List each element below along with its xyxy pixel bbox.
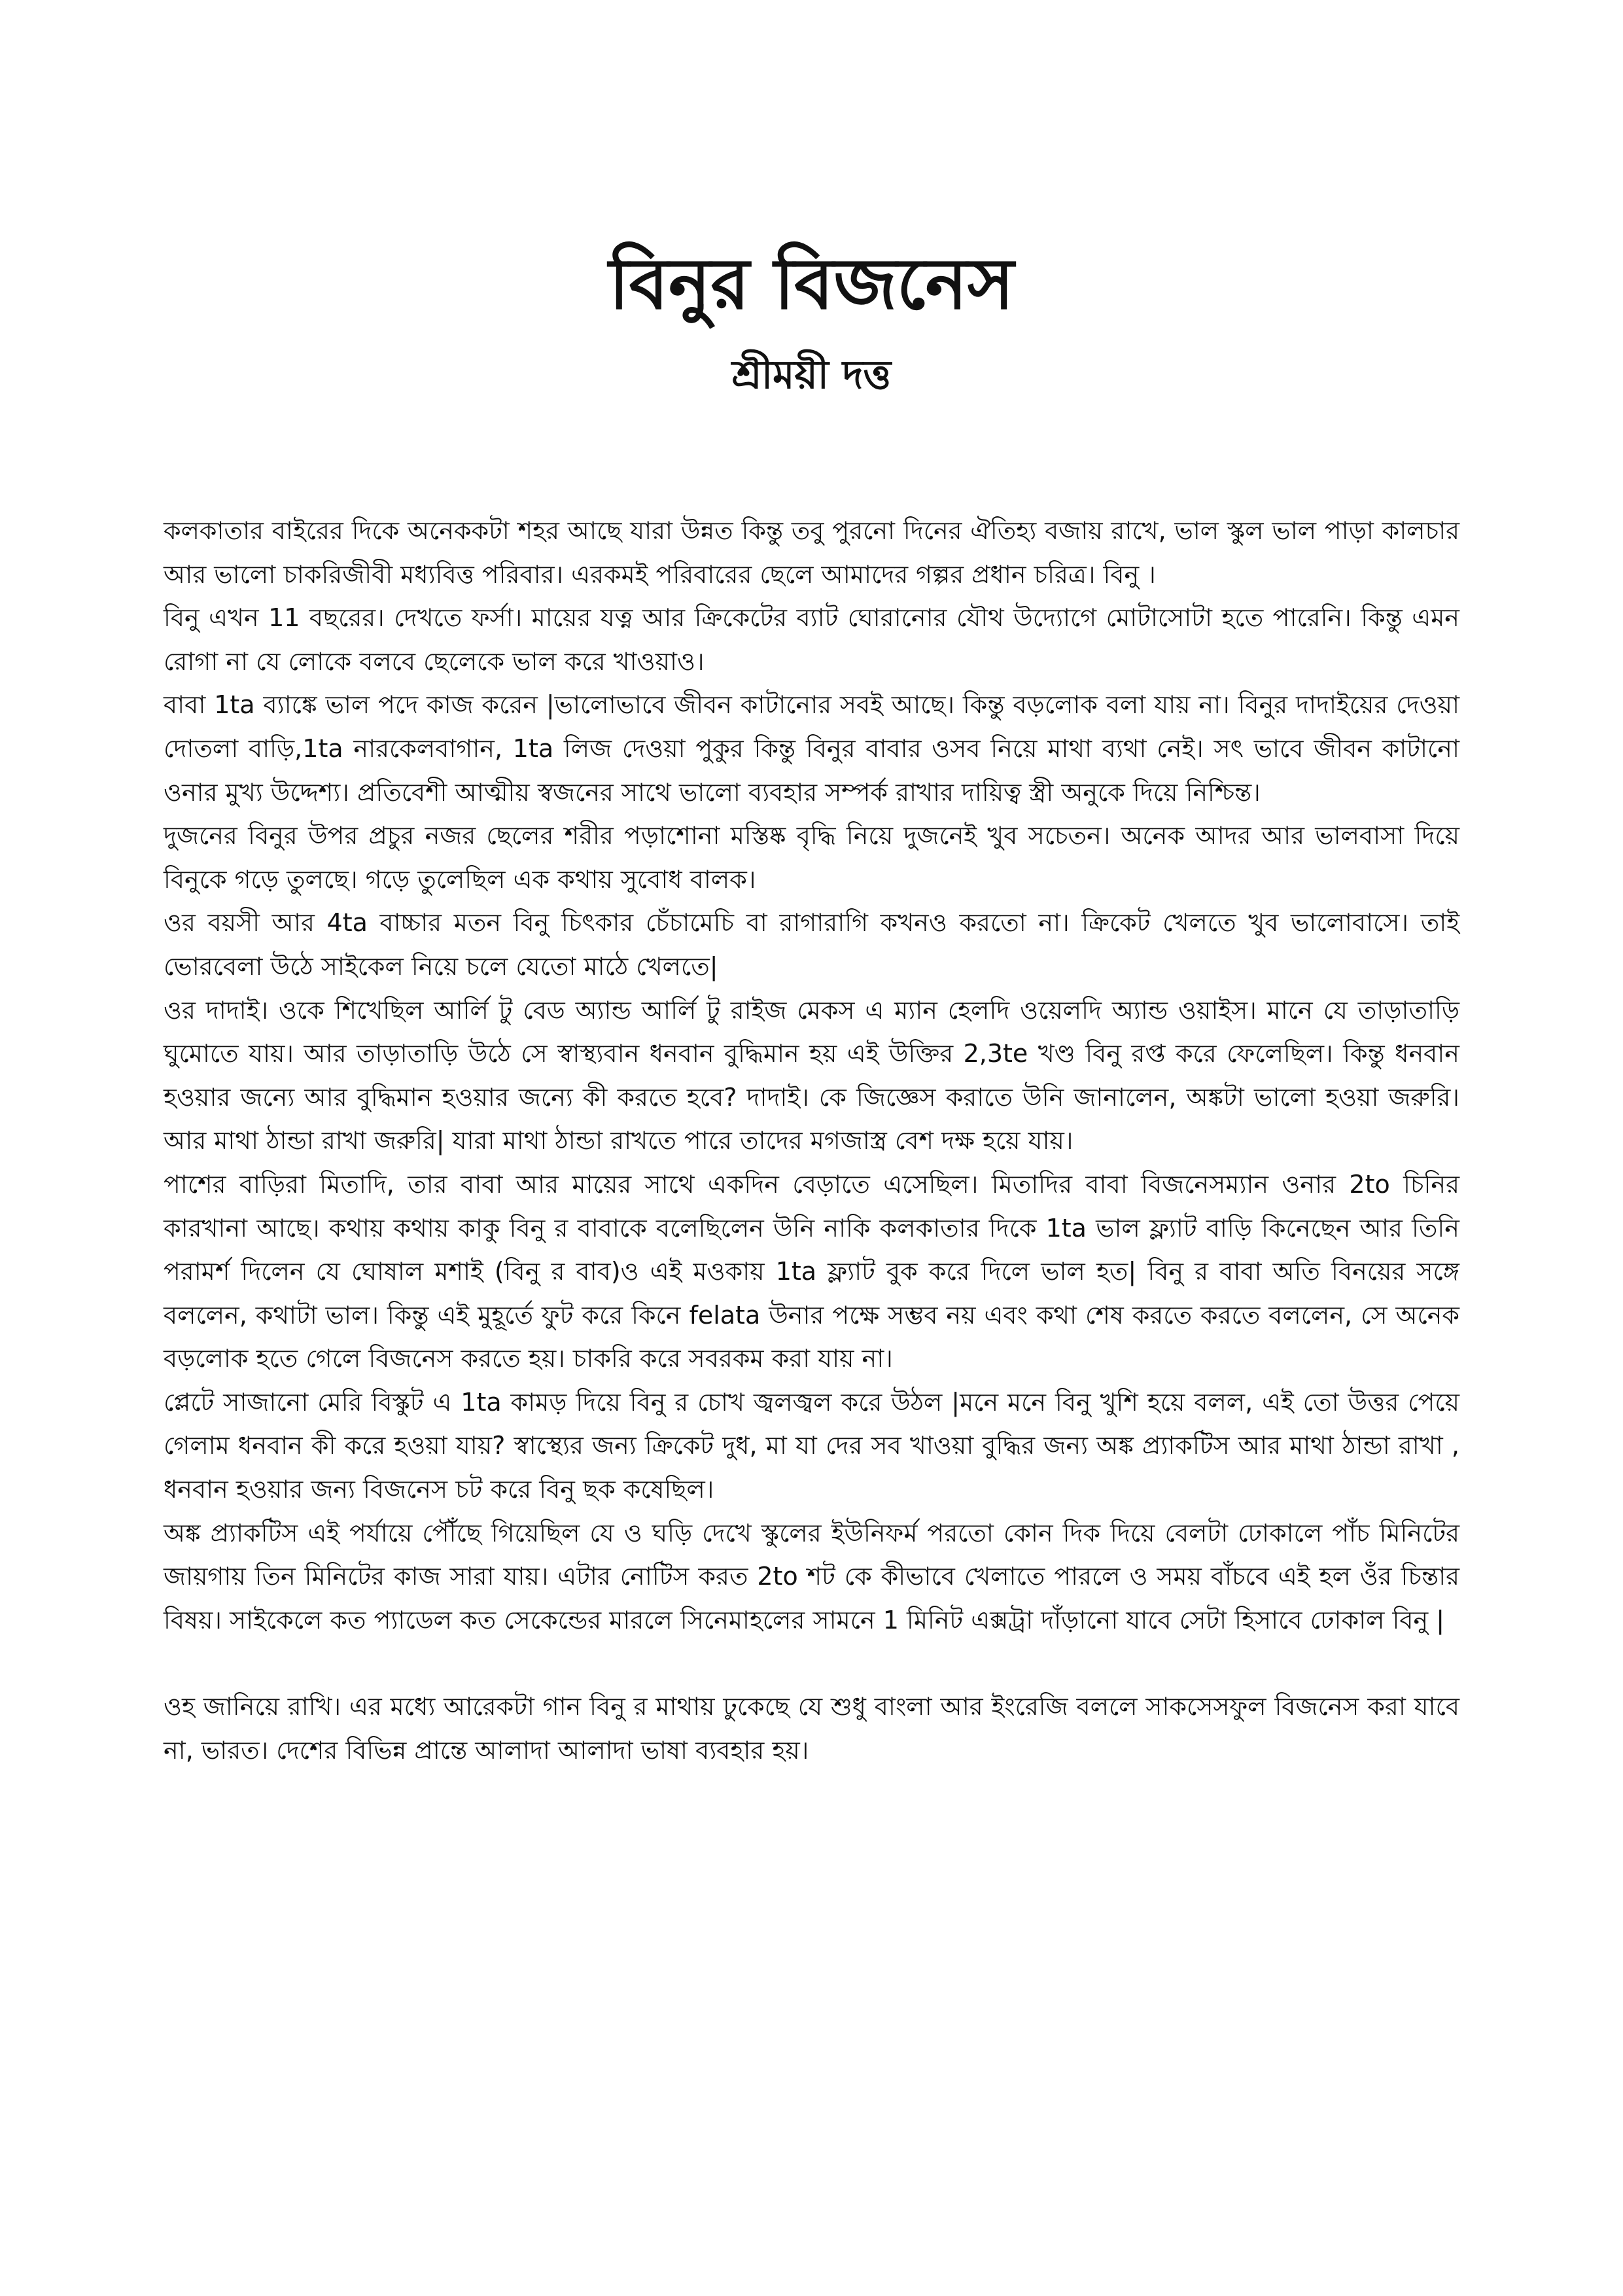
paragraph: অঙ্ক প্র্যাকটিস এই পর্যায়ে পৌঁছে গিয়েছিল যে ও ঘড়ি দেখে স্কুলের ইউনিফর্ম পরতো কোন দিক দিয়ে বেলটা ঢোকালে পাঁচ মিনিটের জায়গায় তিন মিনিটের কাজ সারা যায়। এটার নোটিস করত 2to শট কে কীভাবে খেলাতে পারলে ও সময় বাঁচবে এই হল ওঁর চিন্তার বিষয়। সাইকেলে কত প্যাডেল কত সেকেন্ডের মারলে সিনেমাহলের সামনে 1 মিনিট এক্সট্রা দাঁড়ানো যাবে সেটা হিসাবে ঢোকাল বিনু | [164,1518,1459,1634]
paragraph: বিনু এখন 11 বছরের। দেখতে ফর্সা। মায়ের যত্ন আর ক্রিকেটের ব্যাট ঘোরানোর যৌথ উদ্যোগে মোটাসোটা হতে পারেনি। কিন্তু এমন রোগা না যে লোকে বলবে ছেলেকে ভাল করে খাওয়াও। [164,603,1459,676]
paragraph: বাবা 1ta ব্যাঙ্কে ভাল পদে কাজ করেন |ভালোভাবে জীবন কাটানোর সবই আছে। কিন্তু বড়লোক বলা যায় না। বিনুর দাদাইয়ের দেওয়া দোতলা বাড়ি,1ta নারকেলবাগান, 1ta লিজ দেওয়া পুকুর কিন্তু বিনুর বাবার ওসব নিয়ে মাথা ব্যথা নেই। সৎ ভাবে জীবন কাটানো ওনার মুখ্য উদ্দেশ্য। প্রতিবেশী আত্মীয় স্বজনের সাথে ভালো ব্যবহার সম্পর্ক রাখার দায়িত্ব স্ত্রী অনুকে দিয়ে নিশ্চিন্ত। [164,690,1459,807]
story-body [164,509,1459,1773]
story-title: বিনুর বিজনেস [608,243,1015,325]
paragraph: প্লেটে সাজানো মেরি বিস্কুট এ 1ta কামড় দিয়ে বিনু র চোখ জ্বলজ্বল করে উঠল |মনে মনে বিনু খুশি হয়ে বলল, এই তো উত্তর পেয়ে গেলাম ধনবান কী করে হওয়া যায়? স্বাস্থ্যের জন্য ক্রিকেট দুধ, মা যা দের সব খাওয়া বুদ্ধির জন্য অঙ্ক প্র্যাকটিস আর মাথা ঠান্ডা রাখা , ধনবান হওয়ার জন্য বিজনেস চট করে বিনু ছক কষেছিল। [164,1387,1459,1504]
paragraph: ওর দাদাই। ওকে শিখেছিল আর্লি টু বেড অ্যান্ড আর্লি টু রাইজ মেকস এ ম্যান হেলদি ওয়েলদি অ্যান্ড ওয়াইস। মানে যে তাড়াতাড়ি ঘুমোতে যায়। আর তাড়াতাড়ি উঠে সে স্বাস্থ্যবান ধনবান বুদ্ধিমান হয় এই উক্তির 2,3te খণ্ড বিনু রপ্ত করে ফেলেছিল। কিন্তু ধনবান হওয়ার জন্যে আর বুদ্ধিমান হওয়ার জন্যে কী করতে হবে? দাদাই। কে জিজ্ঞেস করাতে উনি জানালেন, অঙ্কটা ভালো হওয়া জরুরি। আর মাথা ঠান্ডা রাখা জরুরি| যারা মাথা ঠান্ডা রাখতে পারে তাদের মগজাস্ত্র বেশ দক্ষ হয়ে যায়। [164,995,1459,1156]
author-name: শ্রীময়ী দত্ত [731,352,892,398]
paragraph: কলকাতার বাইরের দিকে অনেককটা শহর আছে যারা উন্নত কিন্তু তবু পুরনো দিনের ঐতিহ্য বজায় রাখে, ভাল স্কুল ভাল পাড়া কালচার আর ভালো চাকরিজীবী মধ্যবিত্ত পরিবার। এরকমই পরিবারের ছেলে আমাদের গল্পর প্রধান চরিত্র। বিনু । [164,516,1459,589]
paragraph: পাশের বাড়িরা মিতাদি, তার বাবা আর মায়ের সাথে একদিন বেড়াতে এসেছিল। মিতাদির বাবা বিজনেসম্যান ওনার 2to চিনির কারখানা আছে। কথায় কথায় কাকু বিনু র বাবাকে বলেছিলেন উনি নাকি কলকাতার দিকে 1ta ভাল ফ্ল্যাট বাড়ি কিনেছেন আর তিনি পরামর্শ দিলেন যে ঘোষাল মশাই (বিনু র বাব)ও এই মওকায় 1ta ফ্ল্যাট বুক করে দিলে ভাল হত| বিনু র বাবা অতি বিনয়ের সঙ্গে বললেন, কথাটা ভাল। কিন্তু এই মুহূর্তে ফুট করে কিনে felata উনার পক্ষে সম্ভব নয় এবং কথা শেষ করতে করতে বললেন, সে অনেক বড়লোক হতে গেলে বিজনেস করতে হয়। চাকরি করে সবরকম করা যায় না। [164,1169,1459,1373]
paragraph: দুজনের বিনুর উপর প্রচুর নজর ছেলের শরীর পড়াশোনা মস্তিষ্ক বৃদ্ধি নিয়ে দুজনেই খুব সচেতন। অনেক আদর আর ভালবাসা দিয়ে বিনুকে গড়ে তুলছে। গড়ে তুলেছিল এক কথায় সুবোধ বালক। [164,821,1459,894]
paragraph: ওর বয়সী আর 4ta বাচ্চার মতন বিনু চিৎকার চেঁচামেচি বা রাগারাগি কখনও করতো না। ক্রিকেট খেলতে খুব ভালোবাসে। তাই ভোরবেলা উঠে সাইকেল নিয়ে চলে যেতো মাঠে খেলতে| [164,908,1459,981]
paragraph: ওহ জানিয়ে রাখি। এর মধ্যে আরেকটা গান বিনু র মাথায় ঢুকেছে যে শুধু বাংলা আর ইংরেজি বললে সাকসেসফুল বিজনেস করা যাবে না, ভারত। দেশের বিভিন্ন প্রান্তে আলাদা আলাদা ভাষা ব্যবহার হয়। [164,1692,1459,1765]
